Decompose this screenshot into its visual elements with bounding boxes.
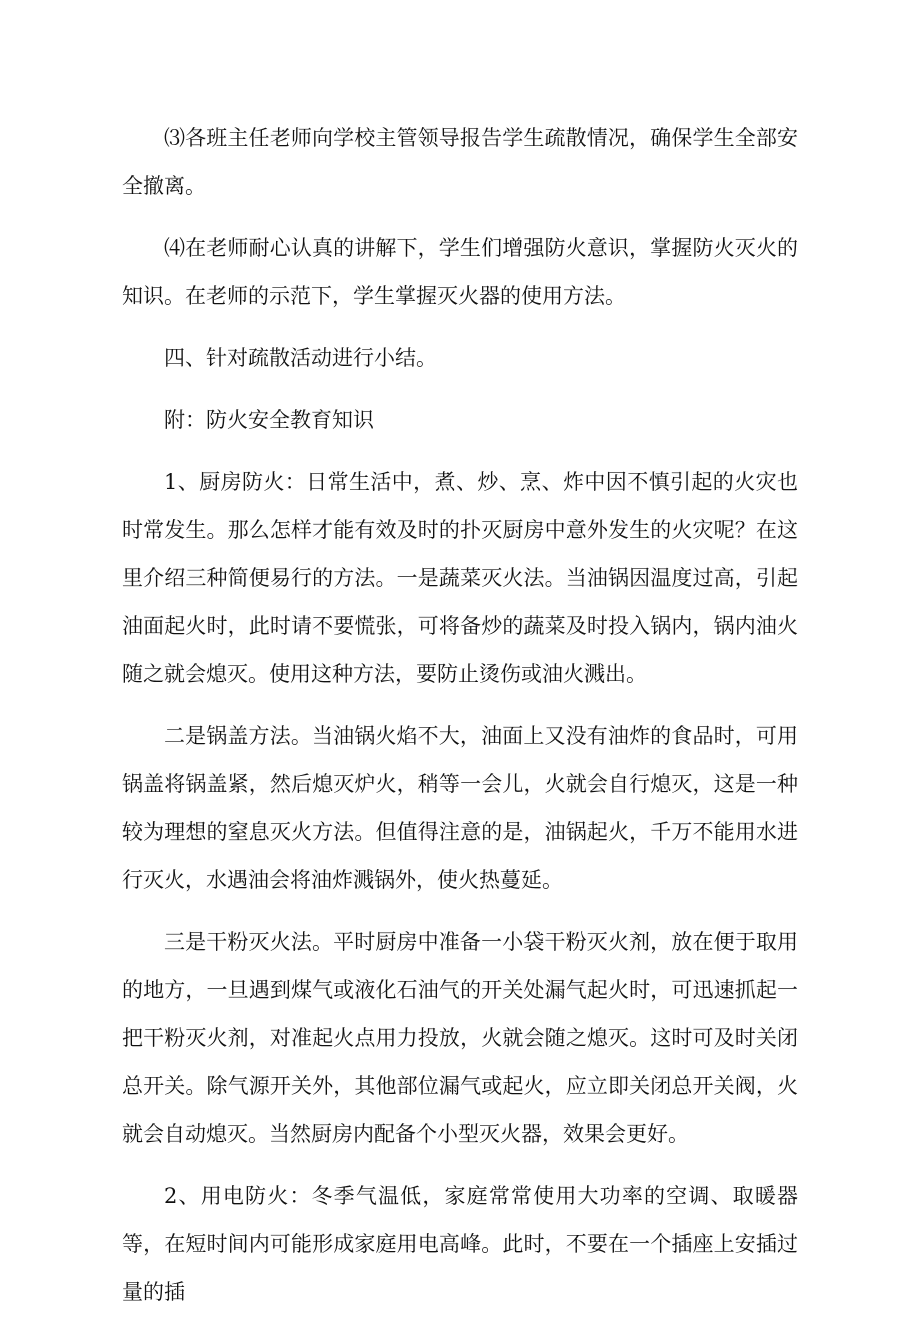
paragraph-kitchen-fire: 1、厨房防火：日常生活中，煮、炒、烹、炸中因不慎引起的火灾也时常发生。那么怎样才能有效及时的扑灭厨房中意外发生的火灾呢？在这里介绍三种简便易行的方法。一是蔬菜灭火法。当油锅因温度过高，引起油面起火时，此时请不要慌张，可将备炒的蔬菜及时投入锅内，锅内油火随之就会熄灭。使用这种方法，要防止烫伤或油火溅出。 [122, 470, 798, 686]
paragraph-summary-heading: 四、针对疏散活动进行小结。 [164, 346, 437, 370]
paragraph-fire-awareness: ⑷在老师耐心认真的讲解下，学生们增强防火意识，掌握防火灭火的知识。在老师的示范下，学生掌握灭火器的使用方法。 [122, 236, 798, 308]
paragraph-pot-lid-method: 二是锅盖方法。当油锅火焰不大，油面上又没有油炸的食品时，可用锅盖将锅盖紧，然后熄灭炉火，稍等一会儿，火就会自行熄灭，这是一种较为理想的窒息灭火方法。但值得注意的是，油锅起火，千万不能用水进行灭火，水遇油会将油炸溅锅外，使火热蔓延。 [122, 724, 798, 892]
paragraph-electrical-fire: 2、用电防火：冬季气温低，家庭常常使用大功率的空调、取暖器等，在短时间内可能形成家庭用电高峰。此时，不要在一个插座上安插过量的插 [122, 1184, 798, 1304]
document-body [122, 114, 798, 1330]
paragraph-dry-powder-method: 三是干粉灭火法。平时厨房中准备一小袋干粉灭火剂，放在便于取用的地方，一旦遇到煤气或液化石油气的开关处漏气起火时，可迅速抓起一把干粉灭火剂，对准起火点用力投放，火就会随之熄灭。这时可及时关闭总开关。除气源开关外，其他部位漏气或起火，应立即关闭总开关阀，火就会自动熄灭。当然厨房内配备个小型灭火器，效果会更好。 [122, 930, 798, 1146]
paragraph-evacuation-report: ⑶各班主任老师向学校主管领导报告学生疏散情况，确保学生全部安全撤离。 [122, 126, 798, 198]
paragraph-appendix-heading: 附：防火安全教育知识 [164, 408, 374, 432]
